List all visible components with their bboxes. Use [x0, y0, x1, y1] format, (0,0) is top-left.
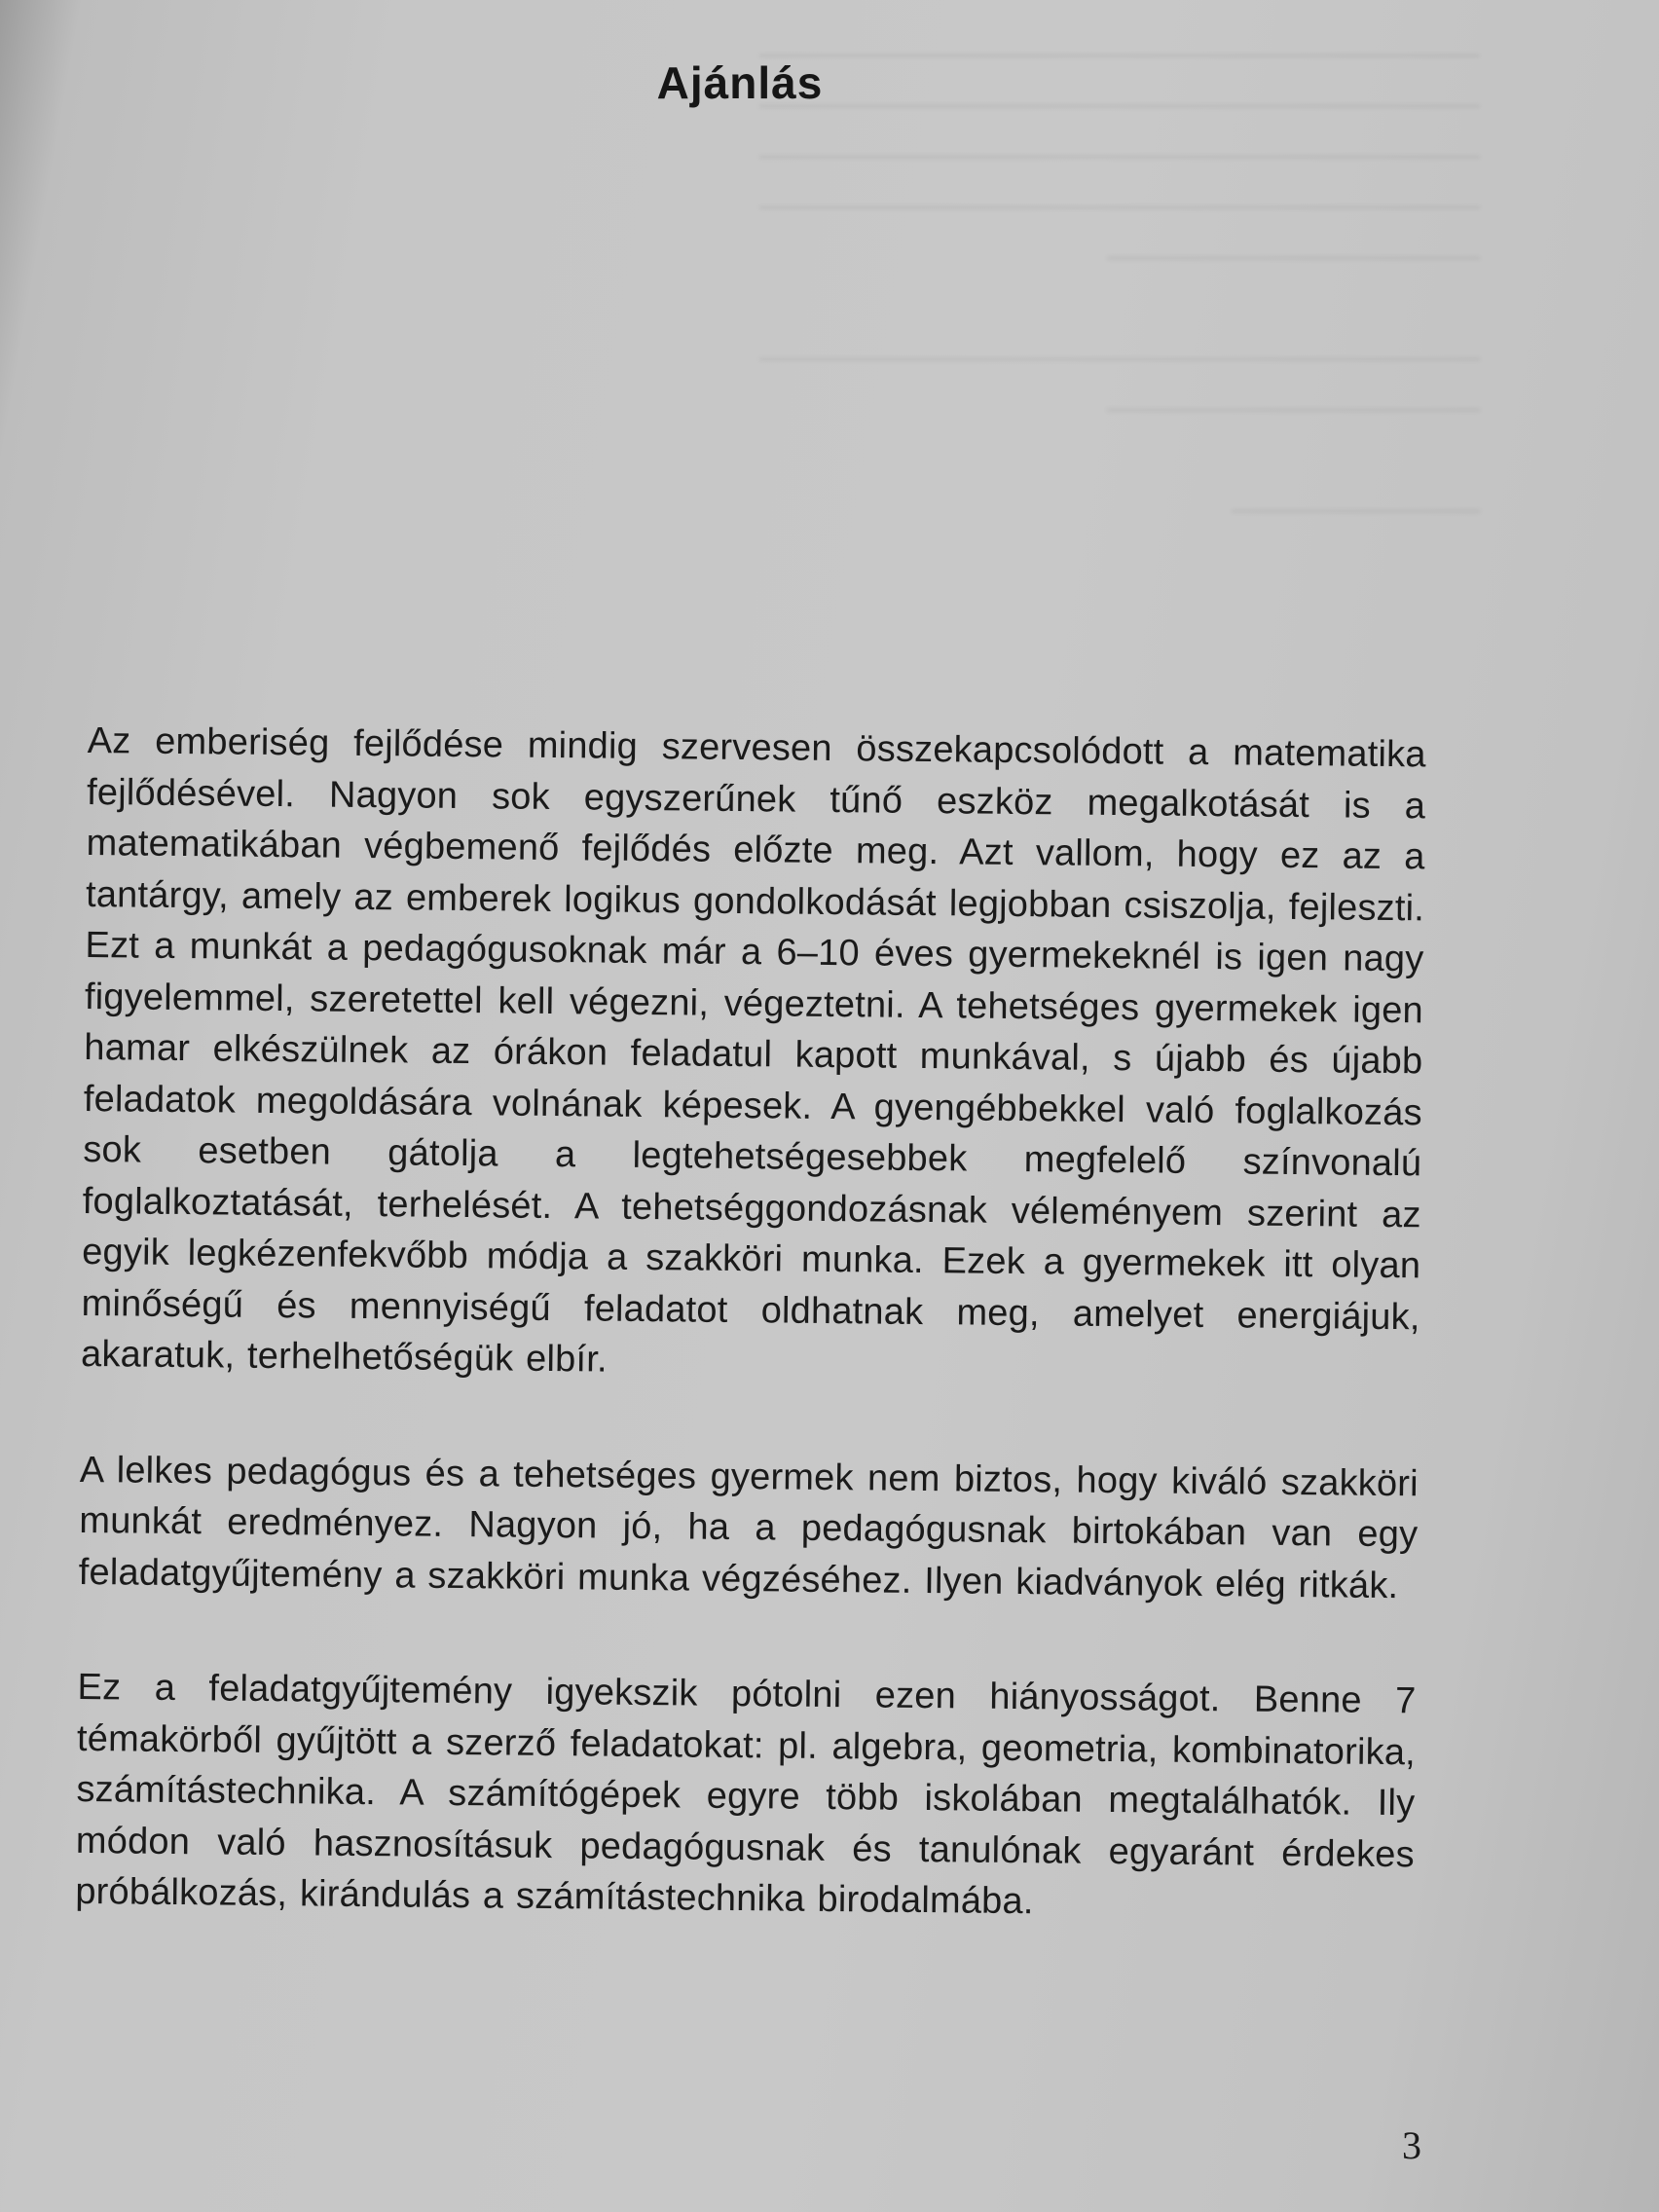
page-title: Ajánlás: [656, 57, 824, 108]
page-number: 3: [1402, 2123, 1421, 2167]
paragraph-3: Ez a feladatgyűjtemény igyekszik pótolni ezen hiányosságot. Benne 7 témakörből gyűjtött a szerző feladatokat: pl. algebra, geometria, kombinatorika, számítástechnika. A számítógépek egyre több iskolában megtalálhatók. Ily módon való hasznosításuk pedagógusnak és tanulónak egyaránt érdekes próbálkozás, kirándulás a számítástechnika birodalmába.: [75, 1666, 1417, 1923]
paragraph-2: A lelkes pedagógus és a tehetséges gyermek nem biztos, hogy kiváló szakköri munkát eredményez. Nagyon jó, ha a pedagógusnak birtokában van egy feladatgyűjtemény a szakköri munka végzéséhez. Ilyen kiadványok elég ritkák.: [78, 1449, 1419, 1606]
body-text: [74, 716, 1426, 1996]
show-through-text: ───────────────────────────── ───────────────────────────── ───────────────────────────── ───────────────────────────── ─────────────── ───────────────────────────── ─────────────── ──────────: [759, 34, 1480, 530]
paragraph-1: Az emberiség fejlődése mindig szervesen összekapcsolódott a matematika fejlődésével. Nagyon sok egyszerűnek tűnő eszköz megalkotását is a matematikában végbemenő fejlődés előzte meg. Azt vallom, hogy ez az a tantárgy, amely az emberek logikus gondolkodását legjobban csiszolja, fejleszti. Ezt a munkát a pedagógusoknak már a 6–10 éves gyermekeknél is igen nagy figyelemmel, szeretettel kell végezni, végeztetni. A tehetséges gyermekek igen hamar elkészülnek az órákon feladatul kapott munkával, s újabb és újabb feladatok megoldására volnának képesek. A gyengébbekkel való foglalkozás sok esetben gátolja a legtehetségesebbek megfelelő színvonalú foglalkoztatását, terhelését. A tehetséggondozásnak véleményem szerint az egyik legkézenfekvőbb módja a szakköri munka. Ezek a gyermekek itt olyan minőségű és mennyiségű feladatot oldhatnak meg, amelyet energiájuk, akaratuk, terhelhetőségük elbír.: [80, 719, 1426, 1381]
